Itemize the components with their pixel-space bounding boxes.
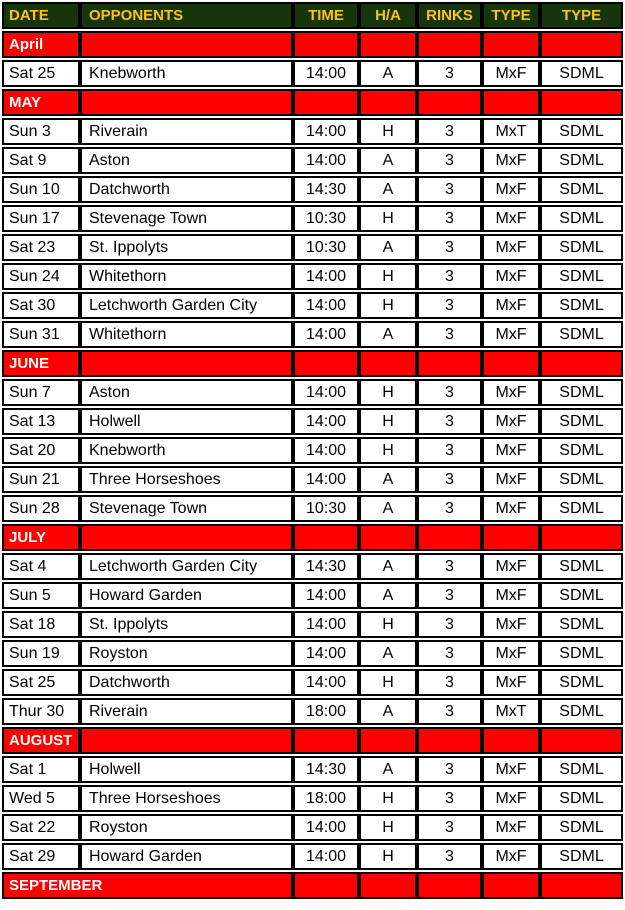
month-label: JULY (2, 524, 80, 551)
cell-opponents: St. Ippolyts (80, 234, 293, 261)
fixture-row (2, 321, 623, 348)
cell-type: MxF (482, 205, 540, 232)
cell-date: Sat 30 (2, 292, 80, 319)
cell-time: 14:00 (293, 292, 359, 319)
cell-rinks: 3 (417, 553, 482, 580)
cell-time: 14:30 (293, 756, 359, 783)
cell-date: Sat 29 (2, 843, 80, 870)
cell-rinks: 3 (417, 843, 482, 870)
month-empty-cell (80, 31, 293, 58)
cell-type2: SDML (540, 814, 623, 841)
cell-type2: SDML (540, 582, 623, 609)
cell-ha: A (359, 553, 417, 580)
cell-type: MxF (482, 843, 540, 870)
cell-type2: SDML (540, 640, 623, 667)
cell-date: Sat 25 (2, 669, 80, 696)
month-empty-cell (359, 31, 417, 58)
month-row (2, 89, 623, 116)
cell-type: MxF (482, 611, 540, 638)
cell-rinks: 3 (417, 408, 482, 435)
cell-type: MxF (482, 321, 540, 348)
fixture-row (2, 147, 623, 174)
cell-rinks: 3 (417, 669, 482, 696)
cell-ha: H (359, 843, 417, 870)
month-empty-cell (540, 31, 623, 58)
month-empty-cell (540, 727, 623, 754)
cell-type2: SDML (540, 118, 623, 145)
month-empty-cell (482, 872, 540, 899)
month-empty-cell (417, 350, 482, 377)
cell-ha: A (359, 147, 417, 174)
cell-date: Sun 21 (2, 466, 80, 493)
cell-type: MxF (482, 437, 540, 464)
cell-type: MxF (482, 640, 540, 667)
month-empty-cell (359, 872, 417, 899)
cell-ha: A (359, 756, 417, 783)
fixture-row (2, 408, 623, 435)
cell-ha: H (359, 263, 417, 290)
cell-date: Sun 17 (2, 205, 80, 232)
cell-type: MxF (482, 495, 540, 522)
cell-date: Sat 20 (2, 437, 80, 464)
cell-opponents: Aston (80, 147, 293, 174)
cell-rinks: 3 (417, 60, 482, 87)
cell-time: 14:00 (293, 321, 359, 348)
col-header-date: DATE (2, 2, 80, 29)
cell-date: Sat 9 (2, 147, 80, 174)
cell-opponents: Three Horseshoes (80, 466, 293, 493)
cell-rinks: 3 (417, 205, 482, 232)
month-empty-cell (417, 872, 482, 899)
cell-time: 14:00 (293, 118, 359, 145)
fixture-row (2, 60, 623, 87)
cell-type2: SDML (540, 669, 623, 696)
cell-time: 18:00 (293, 698, 359, 725)
cell-opponents: Stevenage Town (80, 205, 293, 232)
fixture-row (2, 553, 623, 580)
cell-rinks: 3 (417, 466, 482, 493)
fixture-row (2, 640, 623, 667)
cell-date: Sun 24 (2, 263, 80, 290)
cell-type: MxF (482, 756, 540, 783)
month-empty-cell (417, 31, 482, 58)
fixture-row (2, 669, 623, 696)
cell-opponents: Datchworth (80, 176, 293, 203)
cell-date: Sun 28 (2, 495, 80, 522)
cell-rinks: 3 (417, 814, 482, 841)
cell-rinks: 3 (417, 234, 482, 261)
cell-date: Thur 30 (2, 698, 80, 725)
cell-date: Sat 13 (2, 408, 80, 435)
cell-type2: SDML (540, 60, 623, 87)
fixture-row (2, 437, 623, 464)
cell-type: MxF (482, 60, 540, 87)
cell-type: MxF (482, 147, 540, 174)
cell-type2: SDML (540, 843, 623, 870)
cell-opponents: Riverain (80, 118, 293, 145)
cell-type: MxF (482, 263, 540, 290)
month-empty-cell (359, 727, 417, 754)
col-header-type2: TYPE (540, 2, 623, 29)
cell-time: 14:00 (293, 379, 359, 406)
cell-rinks: 3 (417, 582, 482, 609)
cell-ha: A (359, 495, 417, 522)
cell-ha: A (359, 640, 417, 667)
cell-opponents: Letchworth Garden City (80, 553, 293, 580)
month-empty-cell (293, 727, 359, 754)
fixture-row (2, 118, 623, 145)
cell-opponents: Letchworth Garden City (80, 292, 293, 319)
cell-time: 14:00 (293, 263, 359, 290)
month-empty-cell (540, 524, 623, 551)
cell-time: 14:30 (293, 553, 359, 580)
fixture-row (2, 176, 623, 203)
cell-date: Wed 5 (2, 785, 80, 812)
cell-type2: SDML (540, 437, 623, 464)
month-empty-cell (293, 350, 359, 377)
cell-type2: SDML (540, 611, 623, 638)
col-header-ha: H/A (359, 2, 417, 29)
cell-type2: SDML (540, 756, 623, 783)
cell-opponents: Holwell (80, 756, 293, 783)
cell-ha: H (359, 292, 417, 319)
cell-rinks: 3 (417, 292, 482, 319)
fixtures-body (2, 31, 623, 899)
cell-rinks: 3 (417, 437, 482, 464)
cell-date: Sat 1 (2, 756, 80, 783)
month-empty-cell (80, 727, 293, 754)
month-empty-cell (293, 524, 359, 551)
cell-type2: SDML (540, 321, 623, 348)
cell-rinks: 3 (417, 698, 482, 725)
fixture-row (2, 698, 623, 725)
cell-ha: A (359, 60, 417, 87)
cell-opponents: Stevenage Town (80, 495, 293, 522)
cell-opponents: Holwell (80, 408, 293, 435)
cell-type2: SDML (540, 263, 623, 290)
cell-ha: H (359, 669, 417, 696)
cell-type2: SDML (540, 495, 623, 522)
cell-type: MxF (482, 292, 540, 319)
month-empty-cell (482, 89, 540, 116)
month-row (2, 872, 623, 899)
cell-date: Sun 10 (2, 176, 80, 203)
cell-date: Sun 5 (2, 582, 80, 609)
cell-type2: SDML (540, 408, 623, 435)
cell-rinks: 3 (417, 640, 482, 667)
month-empty-cell (359, 524, 417, 551)
cell-ha: A (359, 466, 417, 493)
cell-opponents: Royston (80, 814, 293, 841)
month-empty-cell (80, 524, 293, 551)
cell-type: MxT (482, 698, 540, 725)
month-empty-cell (482, 727, 540, 754)
cell-time: 14:00 (293, 408, 359, 435)
month-empty-cell (540, 872, 623, 899)
cell-type: MxF (482, 408, 540, 435)
cell-type: MxF (482, 582, 540, 609)
cell-ha: H (359, 408, 417, 435)
col-header-type: TYPE (482, 2, 540, 29)
cell-type: MxF (482, 553, 540, 580)
month-empty-cell (482, 31, 540, 58)
cell-date: Sun 19 (2, 640, 80, 667)
month-row (2, 727, 623, 754)
cell-date: Sat 4 (2, 553, 80, 580)
cell-time: 14:00 (293, 611, 359, 638)
cell-time: 14:00 (293, 147, 359, 174)
cell-date: Sun 31 (2, 321, 80, 348)
cell-ha: A (359, 321, 417, 348)
month-empty-cell (417, 524, 482, 551)
cell-ha: H (359, 205, 417, 232)
cell-rinks: 3 (417, 263, 482, 290)
cell-type2: SDML (540, 785, 623, 812)
cell-date: Sun 3 (2, 118, 80, 145)
cell-opponents: Aston (80, 379, 293, 406)
month-empty-cell (359, 350, 417, 377)
cell-type2: SDML (540, 553, 623, 580)
cell-rinks: 3 (417, 321, 482, 348)
cell-time: 14:00 (293, 437, 359, 464)
cell-time: 10:30 (293, 234, 359, 261)
cell-ha: H (359, 611, 417, 638)
cell-ha: A (359, 234, 417, 261)
month-empty-cell (482, 524, 540, 551)
fixture-row (2, 234, 623, 261)
month-empty-cell (293, 31, 359, 58)
fixture-row (2, 756, 623, 783)
cell-date: Sat 22 (2, 814, 80, 841)
cell-opponents: Howard Garden (80, 843, 293, 870)
month-empty-cell (482, 350, 540, 377)
month-empty-cell (293, 89, 359, 116)
month-empty-cell (80, 89, 293, 116)
fixture-row (2, 292, 623, 319)
month-empty-cell (359, 89, 417, 116)
cell-opponents: Three Horseshoes (80, 785, 293, 812)
cell-type: MxF (482, 785, 540, 812)
fixture-row (2, 582, 623, 609)
cell-time: 14:00 (293, 582, 359, 609)
fixture-row (2, 785, 623, 812)
header-row (2, 2, 623, 29)
month-row (2, 350, 623, 377)
cell-time: 14:00 (293, 843, 359, 870)
month-empty-cell (80, 350, 293, 377)
cell-date: Sat 25 (2, 60, 80, 87)
cell-rinks: 3 (417, 147, 482, 174)
cell-ha: H (359, 437, 417, 464)
cell-time: 14:00 (293, 669, 359, 696)
month-label: SEPTEMBER (2, 872, 293, 899)
cell-ha: H (359, 814, 417, 841)
cell-opponents: Royston (80, 640, 293, 667)
cell-ha: A (359, 582, 417, 609)
fixture-row (2, 205, 623, 232)
month-label: MAY (2, 89, 80, 116)
cell-type: MxT (482, 118, 540, 145)
month-row (2, 524, 623, 551)
fixture-row (2, 843, 623, 870)
cell-date: Sat 18 (2, 611, 80, 638)
cell-date: Sun 7 (2, 379, 80, 406)
cell-type: MxF (482, 234, 540, 261)
cell-rinks: 3 (417, 495, 482, 522)
cell-type2: SDML (540, 205, 623, 232)
cell-time: 18:00 (293, 785, 359, 812)
cell-opponents: Howard Garden (80, 582, 293, 609)
cell-ha: H (359, 379, 417, 406)
cell-ha: H (359, 118, 417, 145)
month-empty-cell (417, 727, 482, 754)
month-label: AUGUST (2, 727, 80, 754)
cell-time: 14:00 (293, 60, 359, 87)
col-header-opponents: OPPONENTS (80, 2, 293, 29)
cell-opponents: Datchworth (80, 669, 293, 696)
cell-rinks: 3 (417, 611, 482, 638)
month-empty-cell (540, 350, 623, 377)
cell-type: MxF (482, 814, 540, 841)
month-empty-cell (540, 89, 623, 116)
cell-type2: SDML (540, 379, 623, 406)
cell-rinks: 3 (417, 785, 482, 812)
cell-type2: SDML (540, 176, 623, 203)
cell-opponents: Riverain (80, 698, 293, 725)
fixture-row (2, 379, 623, 406)
month-label: April (2, 31, 80, 58)
cell-time: 14:00 (293, 466, 359, 493)
cell-type: MxF (482, 379, 540, 406)
cell-rinks: 3 (417, 379, 482, 406)
fixture-row (2, 263, 623, 290)
cell-type2: SDML (540, 292, 623, 319)
cell-time: 10:30 (293, 205, 359, 232)
month-empty-cell (417, 89, 482, 116)
cell-type: MxF (482, 176, 540, 203)
month-empty-cell (293, 872, 359, 899)
cell-type2: SDML (540, 234, 623, 261)
cell-date: Sat 23 (2, 234, 80, 261)
cell-ha: A (359, 698, 417, 725)
col-header-rinks: RINKS (417, 2, 482, 29)
fixture-row (2, 466, 623, 493)
fixture-row (2, 611, 623, 638)
cell-rinks: 3 (417, 118, 482, 145)
fixture-row (2, 495, 623, 522)
cell-opponents: Knebworth (80, 60, 293, 87)
cell-time: 10:30 (293, 495, 359, 522)
cell-opponents: Whitethorn (80, 263, 293, 290)
month-label: JUNE (2, 350, 80, 377)
cell-time: 14:00 (293, 814, 359, 841)
cell-type2: SDML (540, 698, 623, 725)
cell-type: MxF (482, 669, 540, 696)
cell-ha: A (359, 176, 417, 203)
cell-opponents: St. Ippolyts (80, 611, 293, 638)
col-header-time: TIME (293, 2, 359, 29)
cell-time: 14:00 (293, 640, 359, 667)
cell-opponents: Knebworth (80, 437, 293, 464)
cell-type2: SDML (540, 466, 623, 493)
month-row (2, 31, 623, 58)
cell-ha: H (359, 785, 417, 812)
cell-rinks: 3 (417, 176, 482, 203)
cell-opponents: Whitethorn (80, 321, 293, 348)
fixture-row (2, 814, 623, 841)
cell-rinks: 3 (417, 756, 482, 783)
cell-type2: SDML (540, 147, 623, 174)
cell-time: 14:30 (293, 176, 359, 203)
fixtures-table (2, 0, 623, 901)
cell-type: MxF (482, 466, 540, 493)
